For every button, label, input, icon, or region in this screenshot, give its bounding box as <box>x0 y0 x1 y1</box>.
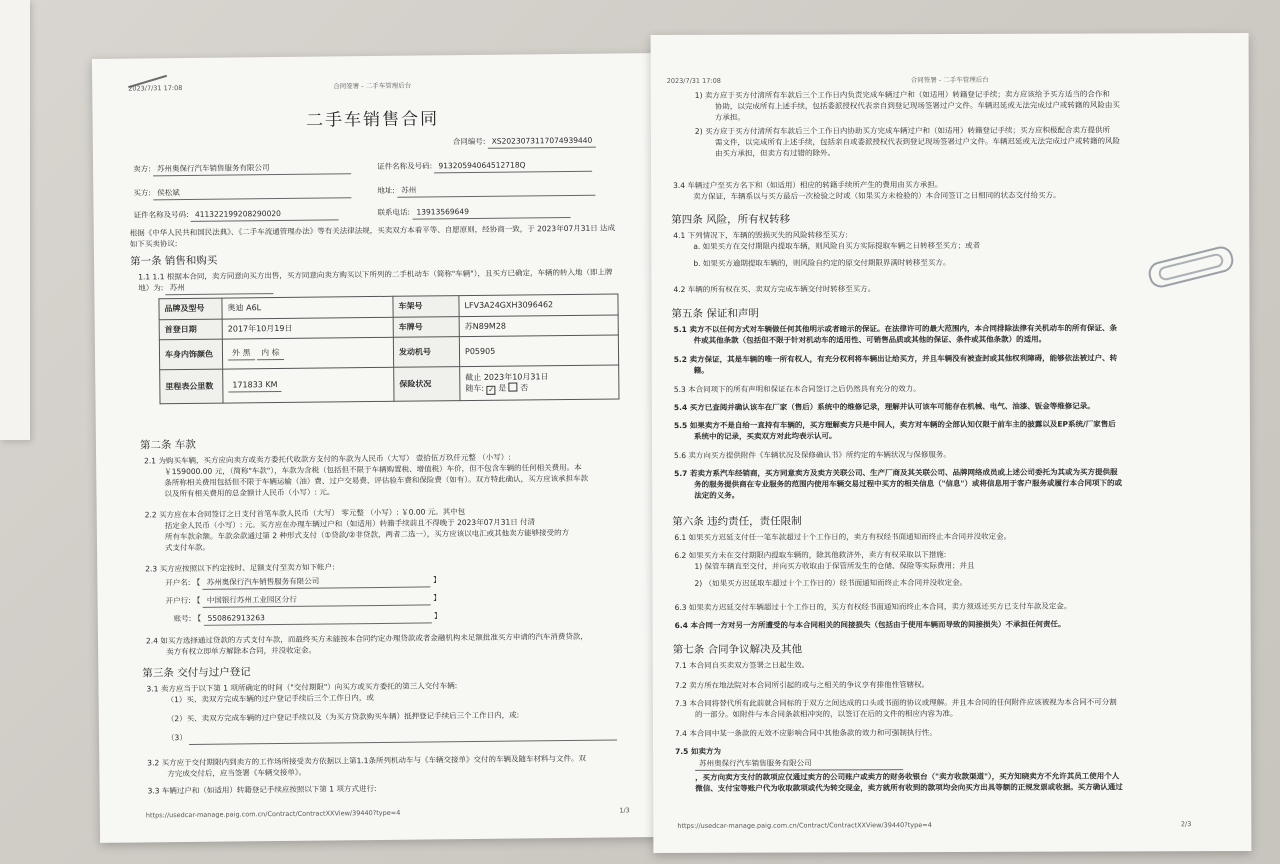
clause-1-1: 1.1 1.1 根据本合同，卖方同意向买方出售，买方同意向卖方购买以下所列的二手机动车（简称"车辆"），且买方已确定，车辆的转入地（即上牌地）为: 苏州 <box>138 267 618 295</box>
page-header-title: 合同签署 - 二手车管理后台 <box>910 75 989 85</box>
page-number: 1/3 <box>619 805 630 815</box>
clause-5-6: 5.6 卖方向买方提供附件《车辆状况及保修确认书》所约定的车辆状况与保修服务。 <box>674 450 951 460</box>
clause-2-3: 2.3 买方应按照以下约定按时、足额支付至卖方如下帐户: <box>145 562 335 574</box>
contract-page-2 <box>651 33 1252 853</box>
clause-5-4: 5.4 买方已查阅并确认该车在厂家（售后）系统中的维修记录，理解并认可该车可能存在机械、电气、油漆、钣金等维修记录。 <box>673 401 1095 412</box>
vehicle-info-table <box>158 293 619 404</box>
clause-5-1: 5.1 卖方不以任何方式对车辆做任何其他明示或者暗示的保证。在法律许可的最大范围内，本合同排除法律有关机动车的所有保证、条 件或其他条款（包括但不限于针对机动车的适用性、可销售品质或其他的保证、条件或其他条款）的适用。 <box>673 323 1118 345</box>
section-5-title: 第五条 保证和声明 <box>671 307 759 320</box>
buyer-address-row: 地址: 苏州 <box>377 184 595 198</box>
clause-3-2: 3.2 买方应于交付期限内到卖方的工作场所接受卖方依据以上第1.1条所列机动车与《车辆交接单》交付的车辆及随车材料与文件。双 方完成交付后，应当签署《车辆交接单》。 <box>147 753 587 779</box>
clause-7-5: 7.5 如卖方为 <box>675 746 721 756</box>
clause-6-3: 6.3 如果卖方迟延交付车辆超过十个工作日的，买方有权经书面通知而终止本合同，卖方须返还买方已支付车款及定金。 <box>674 601 1072 612</box>
page-header-date: 2023/7/31 17:08 <box>128 84 183 93</box>
page-header-title: 合同签署 - 二手车管理后台 <box>333 81 412 91</box>
background-paper <box>0 0 30 440</box>
clause-3-4: 3.4 车辆过户至买方名下和（如适用）相应的转籍手续所产生的费用由买方承担。 卖方保证，车辆系以与买方最后一次检验之时或（如果买方未检验的）本合同签订之日相同的状态交付给买方。 <box>673 180 1061 201</box>
section-7-title: 第七条 合同争议解决及其他 <box>672 643 803 656</box>
clause-7-3: 7.3 本合同将替代所有此前就合同标的于双方之间达成的口头或书面的协议或理解。并且本合同的任何附件应该被视为本合同不可分割 的一部分。如附件与本合同条款相冲突的，以签订在后的文件的相应内容为准。 <box>674 697 1117 719</box>
clause-6-2: 6.2 如果买方未在交付期限内提取车辆的，除其他救济外，卖方有权采取以下措施: 1) 保管车辆直至交付，并向买方收取由于保管所发生的仓储、保险等实际费用；并且 2) （如果买方迟延取车超过十个工作日的）经书面通知而终止本合同并没收定金。 <box>674 550 975 588</box>
clause-5-2: 5.2 卖方保证，其是车辆的唯一所有权人，有充分权利将车辆出让给买方，并且车辆没有被查封或其他权利障碍，能够依法被过户、转 籍。 <box>673 353 1118 375</box>
contract-page-1 <box>92 53 660 843</box>
contract-number: 合同编号: XS2023073117074939440 <box>453 136 597 149</box>
table-row: 车身内饰颜色 外 黑 内 棕 发动机号 P05905 <box>159 335 618 370</box>
section-1-title: 第一条 销售和购买 <box>129 254 218 268</box>
clause-6-1: 6.1 如果买方迟延支付任一笔车款超过十个工作日的，卖方有权经书面通知而终止本合同并没收定金。 <box>674 531 1012 542</box>
clause-3-1: 3.1 卖方应当于以下第 1 项所确定的时间（"交付期限"）向买方或买方委托的第三人交付车辆: （1）买、卖双方完成车辆的过户登记手续后三个工作日内，或 （2）买、卖双方完成车辆的过户登记手续以及（为买方贷款购买车辆）抵押登记手续后三个工作日内，或: （3） <box>146 679 627 745</box>
clause-7-5-seller: 苏州奥保行汽车销售服务有限公司 <box>695 757 1235 771</box>
section-4-title: 第四条 风险，所有权转移 <box>671 213 791 226</box>
page-header-date: 2023/7/31 17:08 <box>666 76 721 85</box>
clause-3-3-1: 1) 卖方应于买方付清所有车款后三个工作日内负责完成车辆过户和（如适用）转籍登记手续；卖方应该给予买方适当的合作和 协助，以完成所有上述手续，包括委派授权代表亲自到登记现场签署过户文件。车辆迟延或无法完成过户或转籍的风险由买 方承担。 <box>694 89 1120 122</box>
clause-5-7: 5.7 若卖方系汽车经销商，买方同意卖方及卖方关联公司、生产厂商及其关联公司、品牌网络成员或上述公司委托为其或为买方提供服 务的服务提供商在专业服务的范围内使用车辆交易过程中买方的相关信息（"信息"）或将信息用于客户服务或履行本合同项下的或 法定的义务。 <box>674 467 1122 500</box>
clause-7-2: 7.2 卖方所在地法院对本合同所引起的或与之相关的争议享有排他性管辖权。 <box>674 680 930 690</box>
clause-2-2: 2.2 买方应在本合同签订之日支付首笔车款人民币（大写） 零元整 （小写）: ￥0.00 元。其中包 括定金人民币（小写）: 元。买方应在办理车辆过户和（如适用）转籍手续前且不得晚于 2023年07月31日 付清 所有车款余额。车款余款通过第 2 种形式支付（①贷款/②非贷款，两者二选一），买方应该以电汇或其他卖方能够接受的方 式支付车款。 <box>144 507 570 552</box>
clause-3-3: 3.3 车辆过户和（如适用）转籍登记手续应按照以下第 1 项方式进行: <box>147 784 377 796</box>
page-footer-url: https://usedcar-manage.paig.com.cn/Contract/ContractXXView/39440?type=4 <box>677 820 932 830</box>
clause-2-1: 2.1 为购买车辆，买方应向卖方或卖方委托代收款方支付的车款为人民币（大写） 壹拾伍万玖仟元整 （小写）: ￥159000.00 元，（简称"车款"），车款为含税（包括但不限于车辆购置税、增值税）车价，但不包含车辆的任何相关费用。本 条所称相关费用包括但不限于车辆运输（油）费、过户交易费、评估验车费和保险费（如有）。双方特此确认，买方应该承担车款 以及所有相关费用的总金额计人民币（小写）: 元。 <box>144 452 589 498</box>
clause-5-3: 5.3 本合同项下的所有声明和保证在本合同签订之后仍然具有充分的效力。 <box>673 384 921 394</box>
insurance-yes-checkbox[interactable]: ✓ <box>488 386 495 395</box>
clause-4-1: 4.1 下列情况下，车辆的毁损灭失的风险转移至买方: a. 如果买方在交付期限内提取车辆，则风险自买方实际提取车辆之日转移至买方；或者 b. 如果买方逾期提取车辆的，则风险自约定的原交付期限界满时转移至买方。 <box>673 230 981 268</box>
clause-7-1: 7.1 本合同自买卖双方签署之日起生效。 <box>674 660 810 670</box>
section-6-title: 第六条 违约责任，责任限制 <box>672 515 802 528</box>
buyer-row: 买方: 侯松斌 <box>133 186 351 200</box>
seller-row: 卖方: 苏州奥保行汽车销售服务有限公司 <box>133 162 351 176</box>
clause-7-4: 7.4 本合同中某一条款的无效不应影响合同中其他条款的效力和可强制执行性。 <box>674 728 937 738</box>
table-row: 品牌及型号 奥迪 A6L 车架号 LFV3A24GXH3096462 <box>159 294 618 319</box>
clause-5-5: 5.5 如果卖方不是自给一直持有车辆的，买方理解卖方只是中间人，卖方对车辆的全部认知仅限于前车主的披露以及EP系统/厂家售后 系统中的记录，买卖双方对此均表示认可。 <box>673 419 1116 441</box>
clause-2-4: 2.4 如买方选择通过贷款的方式支付车款，而最终买方未能按本合同约定办理贷款或者金融机构未足额批准买方申请的汽车消费贷款， 卖方有权立即单方解除本合同，并没收定金。 <box>145 631 588 657</box>
document-title: 二手车销售合同 <box>305 109 440 131</box>
clause-3-3-2: 2) 买方应于买方付清所有车款后三个工作日内协助买方完成车辆过户和（如适用）转籍登记手续；买方应积极配合卖方提供所 需文件，以完成所有上述手续，包括亲自或委派授权代表到登记现场签署过户文件。车辆迟延或无法完成过户或转籍的风险 由买方承担，但卖方有过错的除外。 <box>694 125 1120 158</box>
clause-6-4: 6.4 本合同一方对另一方所遭受的与本合同相关的间接损失（包括由于使用车辆而导致的间接损失）不承担任何责任。 <box>674 619 1066 630</box>
seller-id-row: 证件名称及号码: 91320594064512718Q <box>377 160 593 174</box>
page-number: 2/3 <box>1180 819 1192 828</box>
clause-4-2: 4.2 车辆的所有权在买、卖双方完成车辆交付时转移至买方。 <box>673 284 876 294</box>
table-row: 首登日期 2017年10月19日 车牌号 苏N89M28 <box>159 315 618 340</box>
insurance-no-checkbox[interactable] <box>509 383 518 392</box>
bank-row: 开户行: 【 中国银行苏州工业园区分行 】 <box>166 593 441 608</box>
account-number-row: 账号: 【 550862913263 】 <box>174 611 442 626</box>
clause-7-5-text: ，买方向卖方支付的款项应仅通过卖方的公司账户或卖方的财务收银台（"卖方收款渠道"），买方知晓卖方不允许其员工使用个人 微信、支付宝等账户代为收取款项或代为转交现金，卖方就所有收到的款项均会向买方出具等额的正规发票或收据。买方确认通过 <box>695 771 1123 793</box>
section-2-title: 第二条 车款 <box>139 438 196 452</box>
table-row: 里程表公里数 171833 KM 保险状况 截止 2023年10月31日 随车: ✓ 是 否 <box>160 365 619 404</box>
page-footer-url: https://usedcar-manage.paig.com.cn/Contract/ContractXXView/39440?type=4 <box>145 808 401 820</box>
buyer-phone-row: 联系电话: 13913569649 <box>377 206 570 220</box>
buyer-id-row: 证件名称及号码: 411322199208290020 <box>133 208 339 222</box>
contract-intro: 根据《中华人民共和国民法典》、《二手车流通管理办法》等有关法律法规，买卖双方本着平等、自愿原则，经协商一致，于 2023年07月31日 达成如下买卖协议: <box>129 223 616 249</box>
account-name-row: 开户名: 【 苏州奥保行汽车销售服务有限公司 】 <box>165 575 440 590</box>
section-3-title: 第三条 交付与过户登记 <box>142 666 251 680</box>
